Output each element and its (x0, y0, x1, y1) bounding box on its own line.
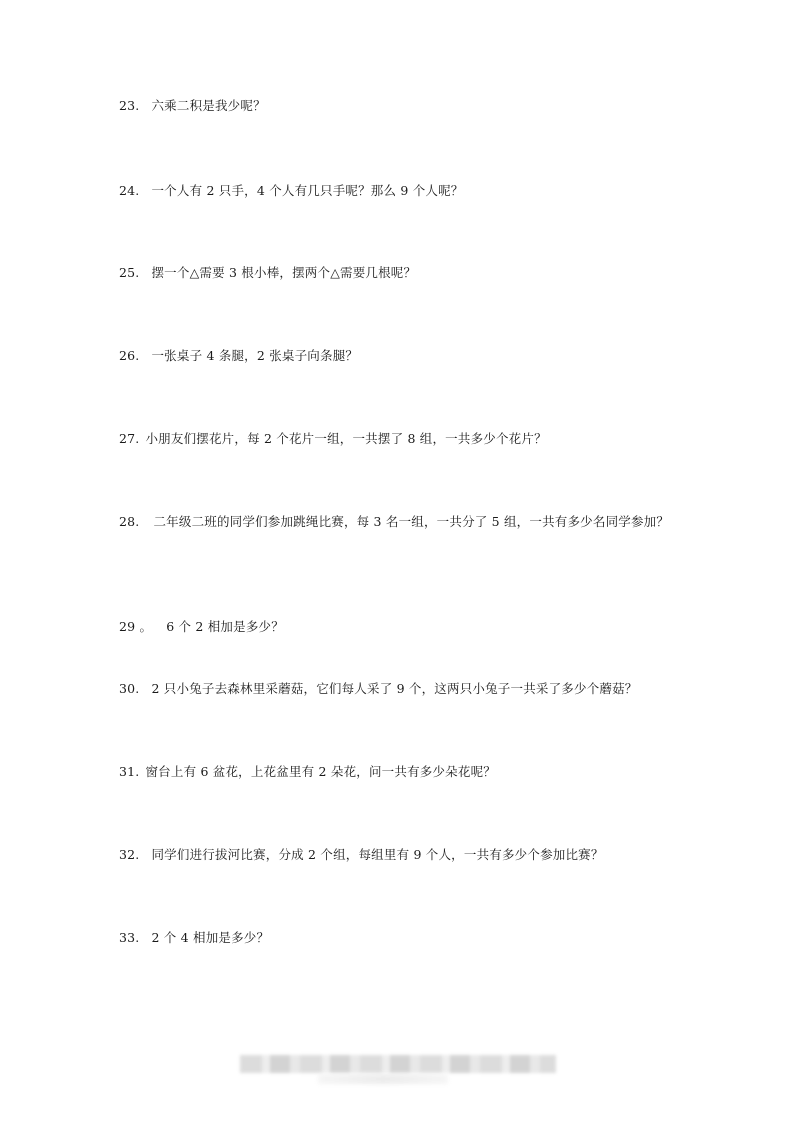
question-24 (119, 178, 679, 204)
question-text: 2 个 4 相加是多少？ (151, 930, 270, 945)
question-text: 小朋友们摆花片，每 2 个花片一组，一共摆了 8 组，一共多少个花片？ (145, 431, 547, 446)
question-33 (119, 925, 679, 951)
question-number: 25. (119, 265, 140, 280)
question-number: 23. (119, 98, 140, 113)
question-text: 一张桌子 4 条腿，2 张桌子向条腿？ (151, 348, 359, 363)
question-25 (119, 260, 679, 286)
question-23 (119, 93, 679, 119)
question-31 (119, 759, 679, 785)
question-number: 24. (119, 183, 140, 198)
question-text: 二年级二班的同学们参加跳绳比赛，每 3 名一组，一共分了 5 组，一共有多少名同学参加？ (153, 514, 670, 529)
question-number: 29 。 (119, 619, 153, 634)
question-text: 六乘二积是我少呢？ (151, 98, 266, 113)
question-number: 27. (119, 431, 140, 446)
blurred-footer-subline (318, 1074, 448, 1084)
question-27 (119, 426, 679, 452)
question-26 (119, 343, 679, 369)
question-number: 33. (119, 930, 140, 945)
question-number: 31. (119, 764, 140, 779)
question-28 (119, 509, 679, 535)
question-number: 32. (119, 847, 140, 862)
question-text: 一个人有 2 只手，4 个人有几只手呢？那么 9 个人呢？ (151, 183, 464, 198)
question-29 (119, 614, 679, 640)
question-text: 同学们进行拔河比赛，分成 2 个组，每组里有 9 个人，一共有多少个参加比赛？ (151, 847, 604, 862)
question-text: 2 只小兔子去森林里采蘑菇，它们每人采了 9 个，这两只小兔子一共采了多少个蘑菇？ (151, 681, 638, 696)
blurred-footer-watermark (240, 1055, 556, 1073)
question-number: 30. (119, 681, 140, 696)
question-32 (119, 842, 679, 868)
question-text: 窗台上有 6 盆花，上花盆里有 2 朵花，问一共有多少朵花呢？ (145, 764, 496, 779)
question-30 (119, 676, 679, 702)
question-number: 26. (119, 348, 140, 363)
question-text: 6 个 2 相加是多少？ (166, 619, 284, 634)
question-text: 摆一个△需要 3 根小棒，摆两个△需要几根呢？ (151, 265, 417, 280)
question-number: 28. (119, 514, 140, 529)
